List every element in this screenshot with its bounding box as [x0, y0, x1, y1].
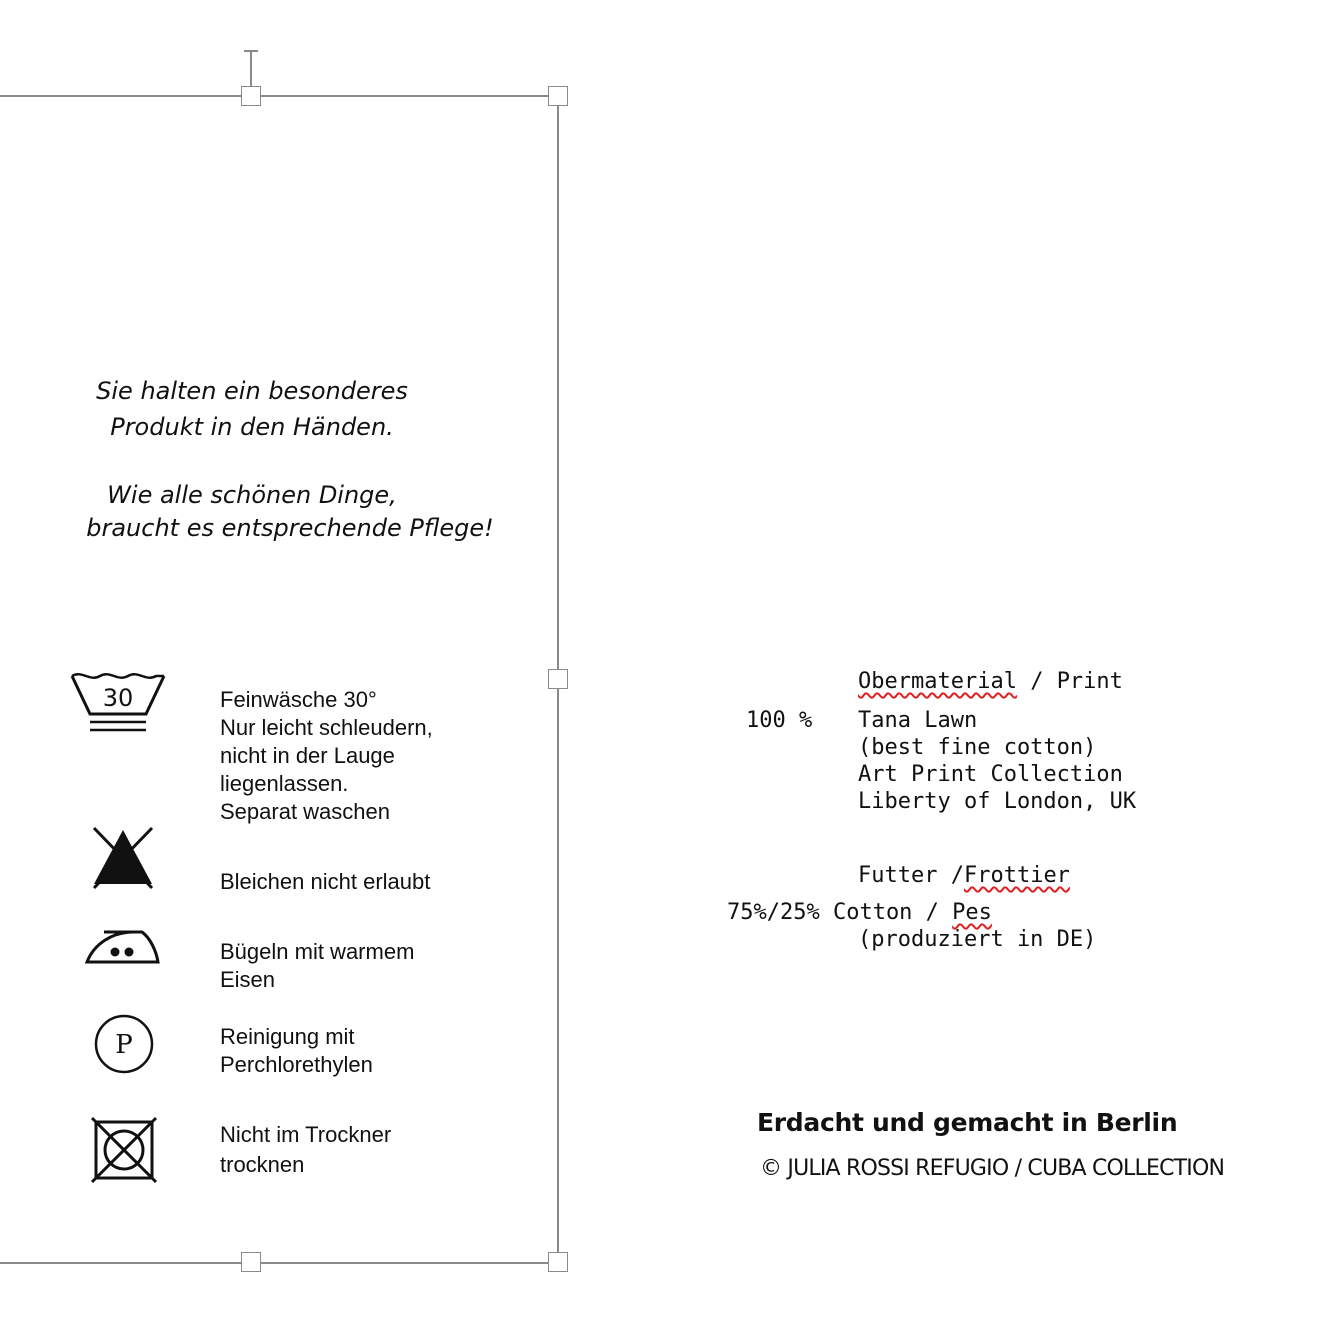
lining-heading-prefix: Futter /	[858, 863, 964, 888]
outer-line-3: Art Print Collection	[858, 762, 1123, 787]
wash-line-2: Nur leicht schleudern,	[220, 715, 433, 740]
dryclean-letter: P	[115, 1030, 133, 1060]
iron-line-1: Bügeln mit warmem	[220, 939, 415, 964]
bleach-instruction: Bleichen nicht erlaubt	[220, 869, 431, 894]
wash-temperature: 30	[102, 684, 134, 712]
wash-line-1: Feinwäsche 30°	[220, 687, 377, 712]
outer-line-4: Liberty of London, UK	[858, 789, 1137, 814]
iron-two-dots-icon	[84, 922, 162, 968]
resize-handle-bottom-center[interactable]	[241, 1252, 261, 1272]
no-bleach-icon	[90, 826, 156, 890]
iron-line-2: Eisen	[220, 967, 276, 992]
tumble-line-1: Nicht im Trockner	[220, 1122, 392, 1147]
intro-line-3: Wie alle schönen Dinge,	[107, 481, 397, 509]
lining-heading	[858, 862, 1070, 889]
dryclean-line-2: Perchlorethylen	[220, 1052, 373, 1077]
wash-instructions	[220, 686, 433, 826]
lining-composition	[727, 899, 992, 926]
lining-pes: Pes	[952, 900, 992, 925]
dryclean-p-icon	[92, 1012, 156, 1076]
tumble-instructions	[220, 1120, 391, 1180]
outer-material-heading	[858, 668, 1123, 695]
lining-note: (produziert in DE)	[858, 927, 1097, 952]
rotate-handle-cap[interactable]	[244, 50, 258, 52]
copyright-line: © JULIA ROSSI REFUGIO / CUBA COLLECTION	[760, 1156, 1225, 1181]
lining-heading-word: Frottier	[963, 863, 1070, 888]
frame-bottom-edge	[0, 1262, 559, 1264]
outer-line-2: (best fine cotton)	[858, 735, 1097, 760]
dryclean-line-1: Reinigung mit	[220, 1024, 355, 1049]
intro-line-1: Sie halten ein besonderes	[96, 377, 408, 405]
wash-line-5: Separat waschen	[220, 799, 390, 824]
outer-line-1: Tana Lawn	[858, 708, 978, 733]
frame-top-edge	[0, 95, 559, 97]
outer-heading-rest: / Print	[1016, 669, 1123, 694]
iron-instructions	[220, 938, 414, 994]
made-in-berlin: Erdacht und gemacht in Berlin	[757, 1108, 1178, 1137]
intro-line-2: Produkt in den Händen.	[110, 413, 394, 441]
outer-material-details	[858, 707, 1136, 815]
resize-handle-top-center[interactable]	[241, 86, 261, 106]
wash-30-gentle-icon	[68, 668, 170, 738]
intro-line-4: braucht es entsprechende Pflege!	[86, 514, 494, 542]
dryclean-instructions	[220, 1023, 373, 1079]
tumble-line-2: trocknen	[220, 1152, 305, 1177]
wash-line-4: liegenlassen.	[220, 771, 349, 796]
outer-material-percent: 100 %	[746, 708, 813, 733]
resize-handle-bottom-right[interactable]	[548, 1252, 568, 1272]
outer-heading-word: Obermaterial	[858, 669, 1017, 694]
no-tumble-dry-icon	[90, 1116, 158, 1184]
wash-line-3: nicht in der Lauge	[220, 743, 395, 768]
resize-handle-top-right[interactable]	[548, 86, 568, 106]
lining-percent: 75%/25% Cotton /	[727, 900, 953, 925]
resize-handle-middle-right[interactable]	[548, 669, 568, 689]
